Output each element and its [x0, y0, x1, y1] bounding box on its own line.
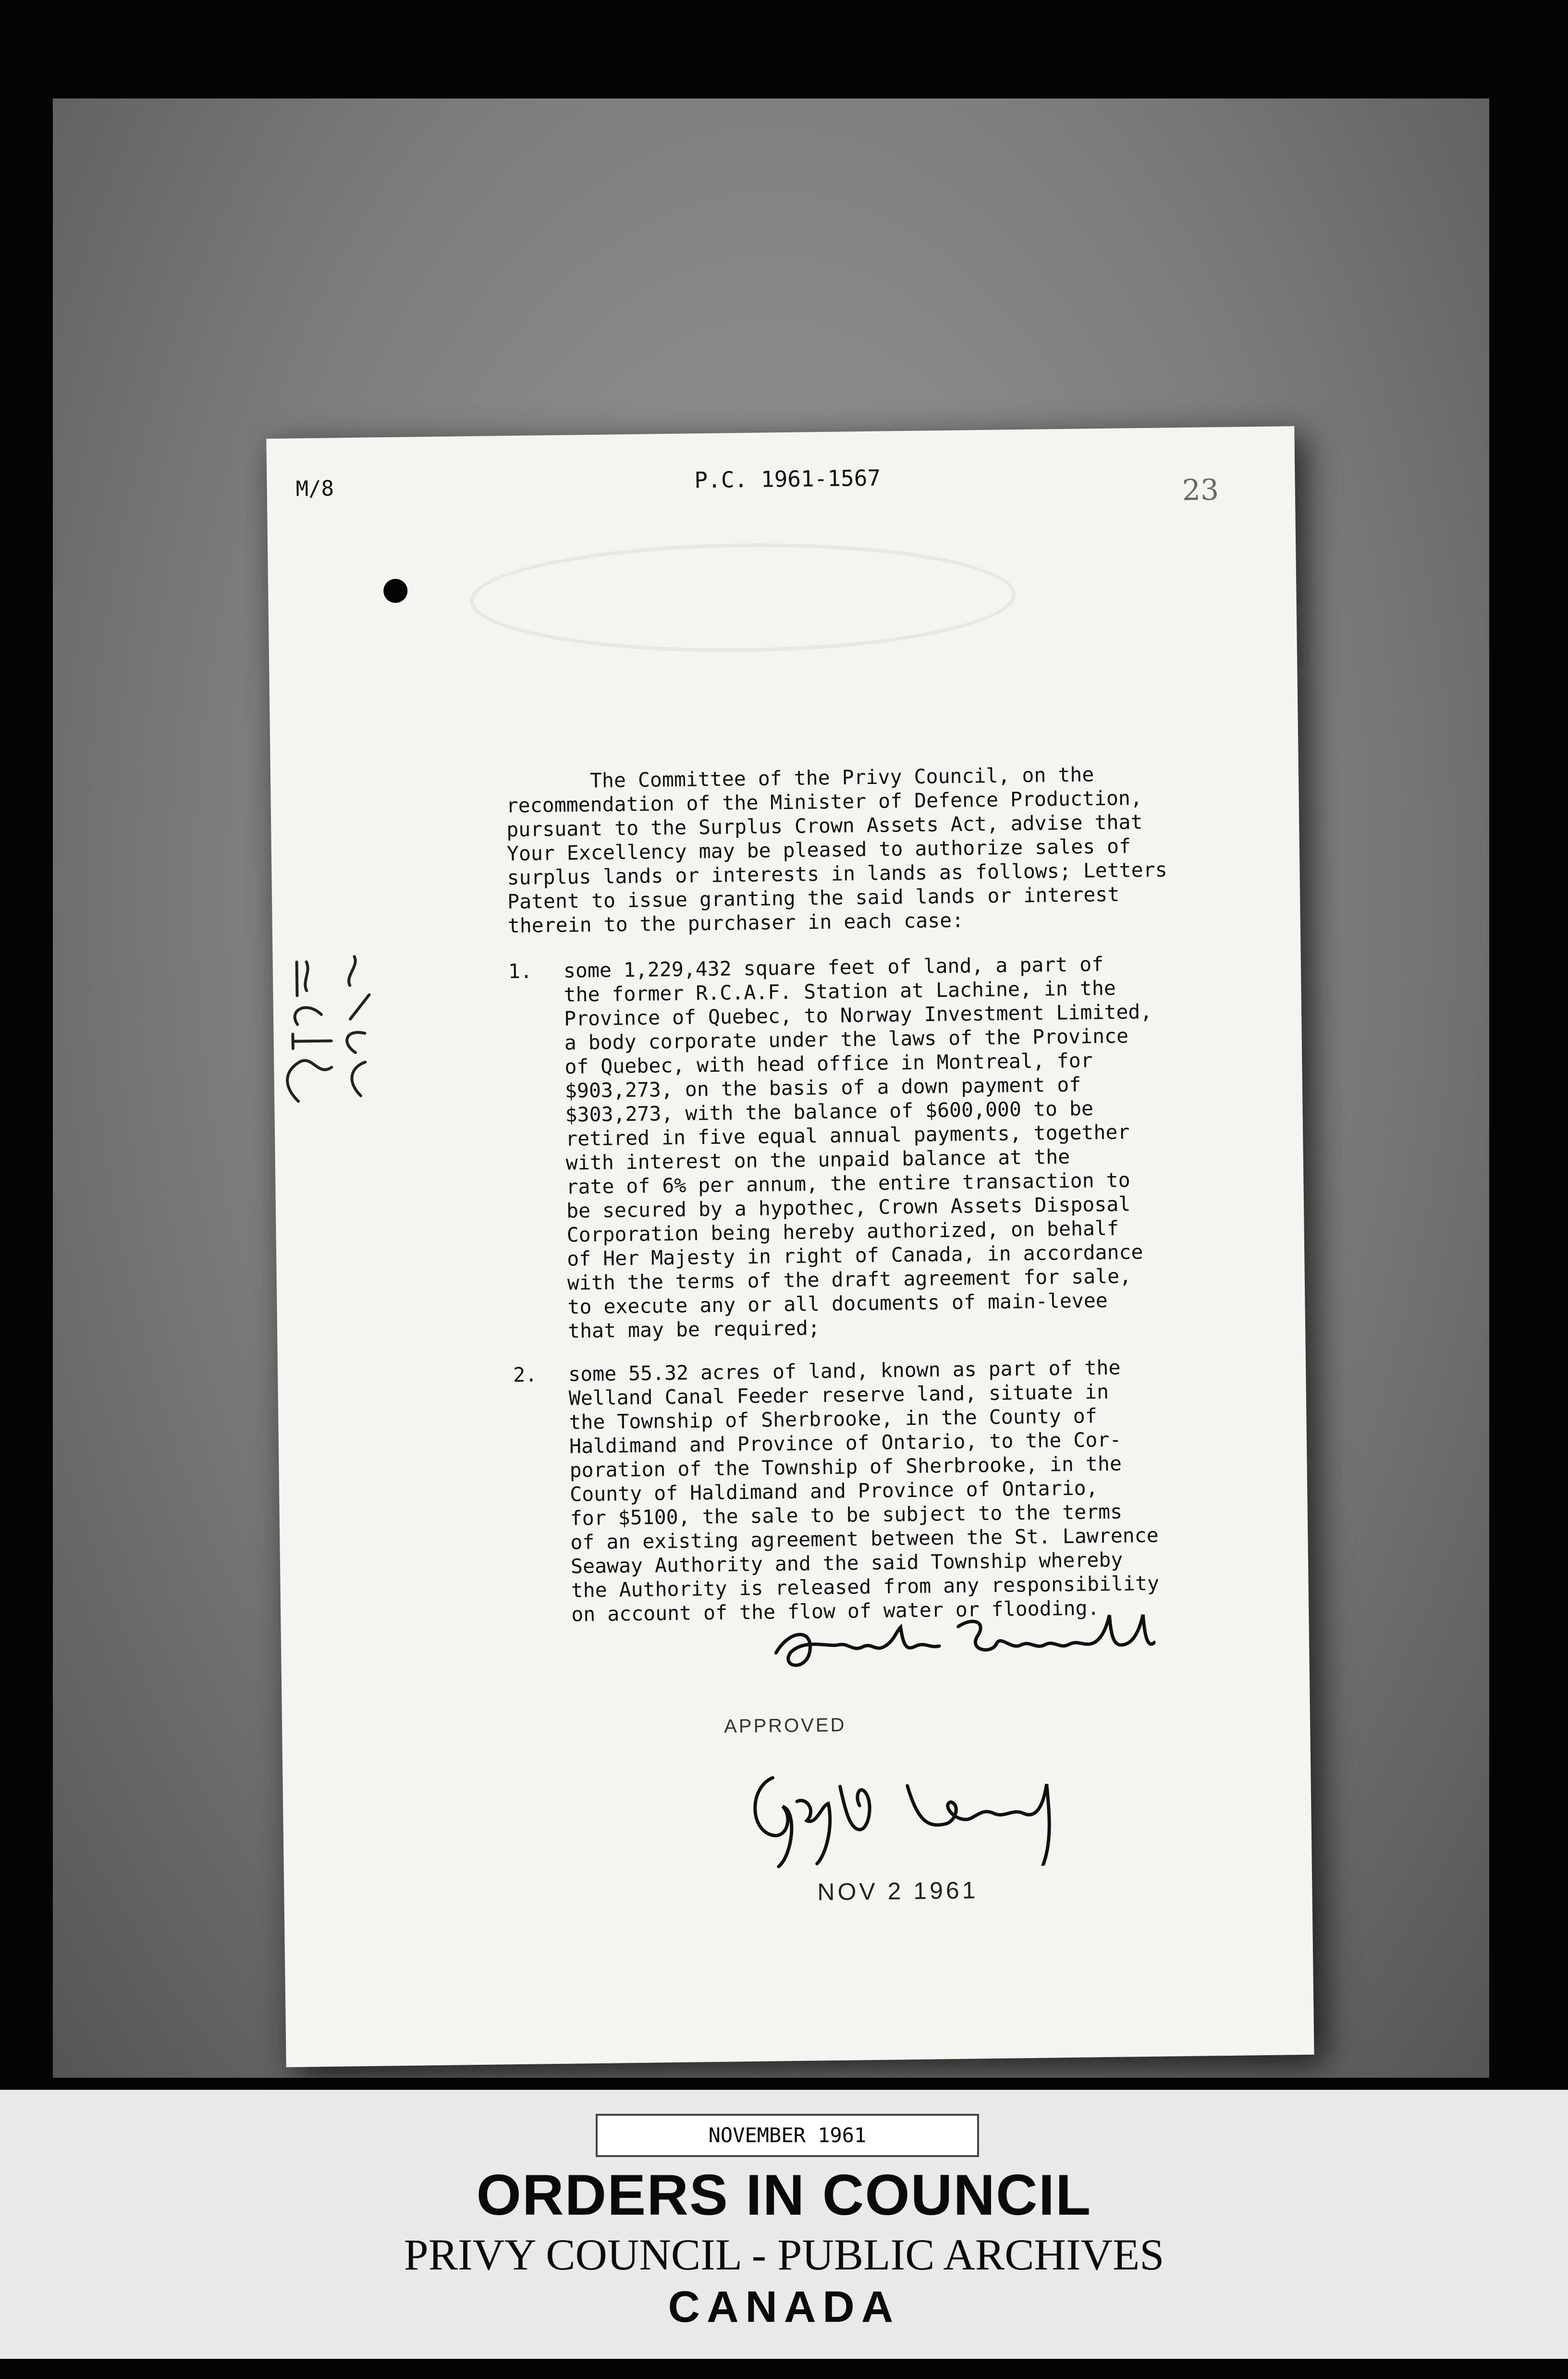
minister-signature	[771, 1595, 1156, 1682]
faint-crest-watermark	[469, 540, 1017, 655]
item-number: 1.	[508, 959, 533, 983]
footer-date-box: NOVEMBER 1961	[596, 2114, 979, 2157]
punch-hole	[383, 579, 408, 603]
order-number: P.C. 1961-1567	[694, 465, 881, 493]
item-text: some 55.32 acres of land, known as part of the Welland Canal Feeder reserve land, situate in the Township of Sherbrooke, in the County of Haldimand and Province of Ontario, to the Cor- poration of the Township of Sherbrooke, in the County of Haldimand and Province of Ontario, for $5100, the sale to be subject to the terms of an existing agreement between the St. Lawrence Seaway Authority and the said Township whereby the Authority is released from any responsibility on account of the flow of water or flooding.	[568, 1355, 1160, 1626]
footer-country: CANADA	[668, 2282, 900, 2331]
item-number: 2.	[513, 1362, 538, 1387]
sale-items-list	[508, 950, 1285, 1646]
handwritten-margin-note	[277, 946, 385, 1106]
list-item	[513, 1354, 1285, 1628]
footer-subtitle: PRIVY COUNCIL - PUBLIC ARCHIVES	[404, 2230, 1164, 2279]
file-reference: M/8	[295, 476, 334, 502]
approval-date-stamp: NOV 2 1961	[817, 1876, 979, 1906]
approved-stamp: APPROVED	[723, 1714, 846, 1737]
preamble-paragraph: The Committee of the Privy Council, on the recommendation of the Minister of Defence Production, pursuant to the Surplus Crown Assets Act, advise that Your Excellency may be pleased to authorize sales of surplus lands or interests in lands as follows; Letters Patent to issue granting the said lands or interest therein to the purchaser in each case:	[505, 762, 1167, 938]
page-number: 23	[1182, 473, 1219, 507]
list-item	[508, 950, 1282, 1344]
item-text: some 1,229,432 square feet of land, a part of the former R.C.A.F. Station at Lachine, in the Province of Quebec, to Norway Investment Limited, a body corporate under the laws of the Province of Quebec, with head office in Montreal, for $903,273, on the basis of a down payment of $303,273, with the balance of $600,000 to be retired in five equal annual payments, together with interest on the unpaid balance at the rate of 6% per annum, the entire transaction to be secured by a hypothec, Crown Assets Disposal Corporation being hereby authorized, on behalf of Her Majesty in right of Canada, in accordance with the terms of the draft agreement for sale, to execute any or all documents of main-levee that may be required;	[563, 952, 1152, 1343]
footer-title: ORDERS IN COUNCIL	[476, 2163, 1092, 2227]
document-page	[266, 426, 1314, 2067]
governor-general-signature	[744, 1755, 1057, 1869]
archive-footer	[0, 2090, 1568, 2359]
